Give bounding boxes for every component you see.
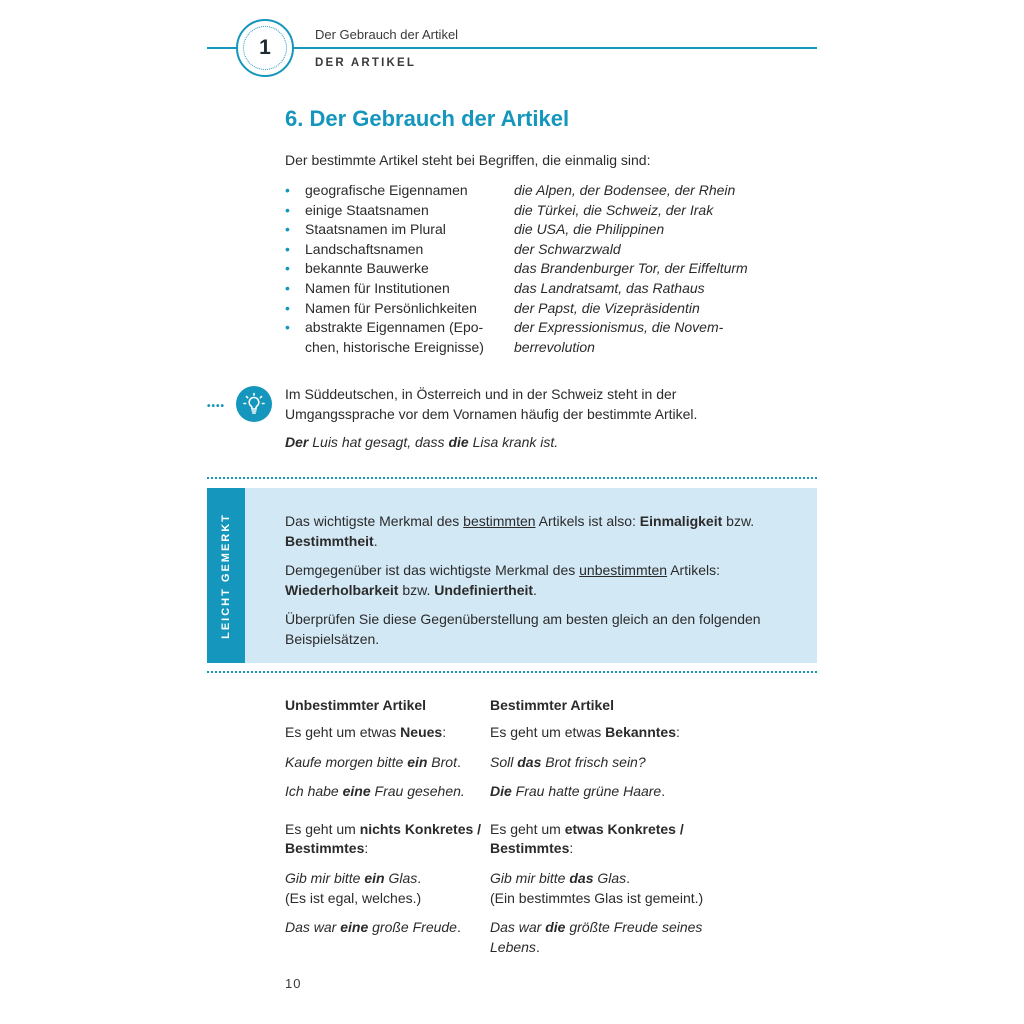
table-header-row (285, 697, 755, 723)
chapter-badge (236, 19, 294, 77)
list-item (285, 181, 805, 201)
table-cell: Das war eine große Freude. (285, 919, 461, 936)
list-term: geografische Eigennamen (305, 182, 468, 198)
header-rule-right (294, 47, 817, 49)
bullet-icon: • (285, 319, 290, 336)
page-number: 10 (285, 976, 302, 991)
lightbulb-icon (236, 386, 272, 422)
list-term: Staatsnamen im Plural (305, 221, 446, 238)
chapter-number: 1 (243, 26, 287, 70)
tip-text: Im Süddeutschen, in Österreich und in der Schweiz steht in der Umgangssprache vor dem Vornamen häufig der bestimmte Artikel. (285, 386, 698, 422)
table-cell: Es geht um nichts Konkretes / Bestimmtes: (285, 820, 482, 857)
table-cell: Das war die größte Freude seines Lebens. (490, 919, 703, 955)
usage-list (285, 181, 805, 357)
bullet-icon: • (285, 182, 290, 198)
table-cell: Es geht um etwas Neues: (285, 724, 447, 740)
list-example: der Expressionismus, die Novem- (514, 319, 724, 336)
tip-example: Der Luis hat gesagt, dass die Lisa krank ist. (285, 434, 559, 450)
table-cell: Die Frau hatte grüne Haare. (490, 783, 666, 800)
memo-paragraph: Das wichtigste Merkmal des bestimmten Artikels ist also: Einmaligkeit bzw. Bestimmtheit. (285, 513, 755, 549)
list-item (285, 201, 805, 221)
table-cell: Es geht um etwas Bekanntes: (490, 724, 680, 740)
table-row (285, 869, 755, 918)
memo-paragraph: Demgegenüber ist das wichtigste Merkmal des unbestimmten Artikels: Wiederholbarkeit bzw. Undefiniertheit. (285, 562, 720, 598)
table-cell: Kaufe morgen bitte ein Brot. (285, 753, 461, 770)
list-item-continuation (285, 338, 805, 358)
memo-box (207, 488, 817, 663)
list-example: berrevolution (514, 338, 595, 355)
list-term: bekannte Bauwerke (305, 260, 429, 277)
table-row (285, 820, 755, 869)
list-term: chen, historische Ereignisse) (305, 338, 484, 355)
bullet-icon: • (285, 240, 290, 257)
list-example: das Landratsamt, das Rathaus (514, 279, 705, 296)
bullet-icon: • (285, 279, 290, 296)
list-example: der Papst, die Vizepräsidentin (514, 299, 700, 316)
comparison-table (285, 697, 755, 967)
list-example: die Alpen, der Bodensee, der Rhein (514, 182, 736, 198)
memo-divider-top (207, 477, 817, 479)
list-term: einige Staatsnamen (305, 201, 429, 218)
list-item (285, 279, 805, 299)
list-item (285, 318, 805, 338)
table-row (285, 918, 755, 967)
table-cell: Gib mir bitte das Glas. (Ein bestimmtes Glas ist gemeint.) (490, 869, 704, 906)
intro-text: Der bestimmte Artikel steht bei Begriffen, die einmalig sind: (285, 152, 651, 168)
list-term: Namen für Persönlichkeiten (305, 299, 477, 316)
table-row (285, 723, 755, 753)
memo-body (285, 512, 785, 660)
list-item (285, 259, 805, 279)
list-item (285, 299, 805, 319)
bullet-icon: • (285, 201, 290, 218)
memo-side-tab (207, 488, 245, 663)
list-term: Landschaftsnamen (305, 240, 424, 257)
list-item (285, 220, 805, 240)
list-term: Namen für Institutionen (305, 279, 450, 296)
page-heading: 6. Der Gebrauch der Artikel (285, 106, 570, 131)
list-item (285, 240, 805, 260)
bullet-icon: • (285, 260, 290, 277)
bullet-icon: • (285, 299, 290, 316)
list-term: abstrakte Eigennamen (Epo- (305, 319, 484, 336)
table-cell: Soll das Brot frisch sein? (490, 753, 646, 770)
chapter-title: Der Gebrauch der Artikel (315, 27, 459, 42)
memo-divider-bottom (207, 671, 817, 673)
table-cell: Ich habe eine Frau gesehen. (285, 783, 465, 800)
table-row (285, 753, 755, 783)
tip-dots: •••• (207, 401, 226, 412)
list-example: der Schwarzwald (514, 240, 621, 257)
column-header: Bestimmter Artikel (490, 697, 614, 713)
table-cell: Es geht um etwas Konkretes / Bestimmtes: (490, 820, 684, 857)
header-rule-left (207, 47, 236, 49)
section-label: DER ARTIKEL (315, 57, 417, 69)
list-example: die Türkei, die Schweiz, der Irak (514, 201, 714, 218)
bullet-icon: • (285, 221, 290, 238)
memo-side-label: LEICHT GEMERKT (220, 512, 232, 639)
table-row (285, 782, 755, 820)
memo-paragraph: Überprüfen Sie diese Gegenüberstellung am besten gleich an den folgenden Beispielsätzen. (285, 611, 761, 647)
list-example: die USA, die Philippinen (514, 221, 665, 238)
column-header: Unbestimmter Artikel (285, 697, 427, 713)
list-example: das Brandenburger Tor, der Eiffelturm (514, 260, 748, 277)
table-cell: Gib mir bitte ein Glas. (Es ist egal, welches.) (285, 869, 422, 906)
